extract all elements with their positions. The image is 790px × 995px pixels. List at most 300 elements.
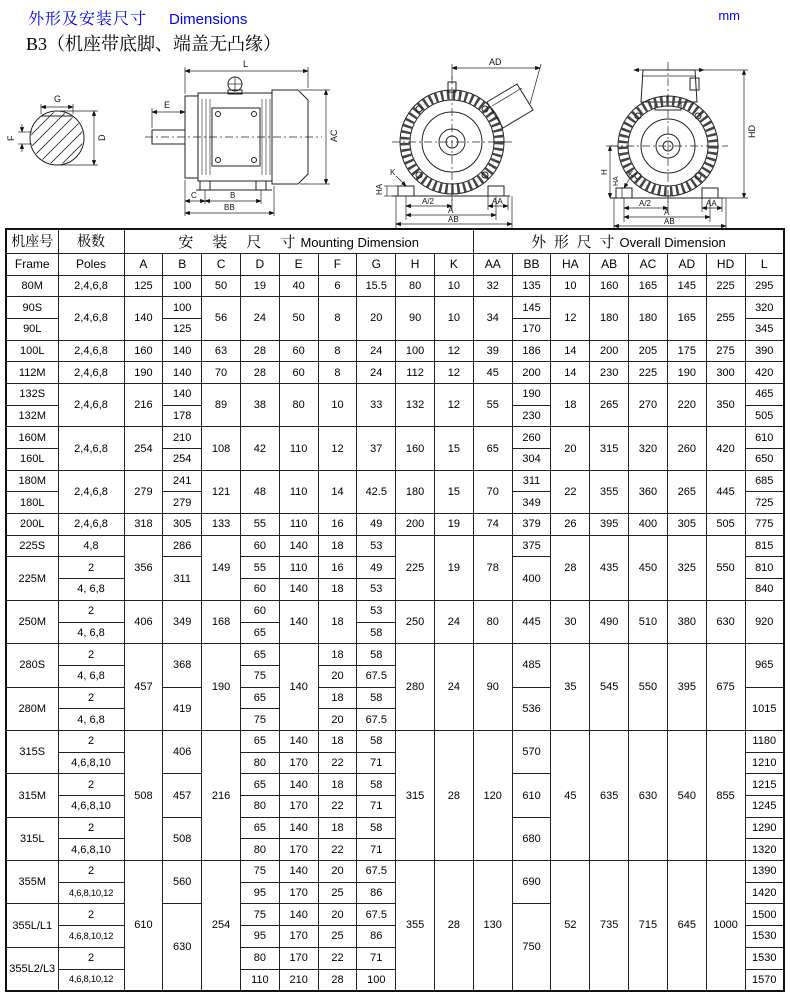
dim-cell: 25 <box>318 882 357 904</box>
dim-cell: 108 <box>202 427 241 470</box>
dim-cell: 4,8 <box>58 535 124 557</box>
dim-cell: 89 <box>202 383 241 426</box>
dim-cell: 205 <box>629 340 668 362</box>
dim-cell: 53 <box>357 535 396 557</box>
dim-cell: 170 <box>512 318 551 340</box>
dim-cell: 260 <box>512 427 551 449</box>
dim-cell: 130 <box>473 861 512 991</box>
dim-cell: 100 <box>163 275 202 297</box>
dim-cell: 60 <box>240 579 279 601</box>
dim-cell: 4,6,8,10,12 <box>58 882 124 904</box>
dim-cell: 14 <box>318 470 357 513</box>
column-header-g: G <box>357 253 396 275</box>
dim-cell: 80 <box>240 796 279 818</box>
dim-cell: 2 <box>58 557 124 579</box>
dim-cell: 690 <box>512 861 551 904</box>
dim-cell: 855 <box>706 730 745 860</box>
page-title-zh: 外形及安装尺寸 <box>28 11 148 28</box>
dimension-table <box>5 228 785 992</box>
dim-cell: 170 <box>279 926 318 948</box>
dim-label-BB: BB <box>224 203 235 212</box>
dim-cell: 505 <box>706 514 745 536</box>
dim-cell: 6 <box>318 275 357 297</box>
dim-cell: 180L <box>6 492 58 514</box>
dim-cell: 395 <box>667 644 706 731</box>
dim-cell: 320 <box>629 427 668 470</box>
dim-cell: 610 <box>512 774 551 817</box>
dim-cell: 210 <box>279 969 318 991</box>
dim-cell: 400 <box>512 557 551 600</box>
dim-cell: 132M <box>6 405 58 427</box>
dim-cell: 610 <box>745 427 784 449</box>
dim-cell: 490 <box>590 600 629 643</box>
dim-cell: 20 <box>318 904 357 926</box>
dim-cell: 58 <box>357 622 396 644</box>
dim-cell: 735 <box>590 861 629 991</box>
dim-cell: 2 <box>58 817 124 839</box>
dim-cell: 110 <box>279 470 318 513</box>
table-row <box>6 383 784 405</box>
dim-cell: 225 <box>629 362 668 384</box>
dim-cell: 645 <box>667 861 706 991</box>
dim-cell: 349 <box>512 492 551 514</box>
dim-cell: 32 <box>473 275 512 297</box>
dim-cell: 75 <box>240 904 279 926</box>
dim-label-K2: K <box>628 170 634 179</box>
page-subtitle: B3（机座带底脚、端盖无凸缘） <box>26 34 282 54</box>
dim-cell: 60 <box>240 535 279 557</box>
dim-cell: 22 <box>318 752 357 774</box>
dim-cell: 570 <box>512 730 551 773</box>
dim-cell: 67.5 <box>357 861 396 883</box>
dim-cell: 42.5 <box>357 470 396 513</box>
dim-cell: 24 <box>240 297 279 340</box>
dim-cell: 650 <box>745 449 784 471</box>
dim-cell: 356 <box>124 535 163 600</box>
dim-cell: 1180 <box>745 730 784 752</box>
dim-cell: 1500 <box>745 904 784 926</box>
dim-cell: 550 <box>706 535 745 600</box>
dim-cell: 485 <box>512 644 551 687</box>
dim-cell: 200 <box>512 362 551 384</box>
table-row <box>6 535 784 557</box>
dim-cell: 145 <box>667 275 706 297</box>
dim-cell: 1390 <box>745 861 784 883</box>
dim-cell: 186 <box>512 340 551 362</box>
dim-cell: 45 <box>473 362 512 384</box>
table-row <box>6 340 784 362</box>
dim-cell: 445 <box>512 600 551 643</box>
dim-cell: 230 <box>590 362 629 384</box>
dim-cell: 86 <box>357 926 396 948</box>
dim-cell: 295 <box>745 275 784 297</box>
header-mounting-en: Mounting Dimension <box>300 234 419 250</box>
header-poles-zh: 极数 <box>58 229 124 253</box>
dim-cell: 275 <box>706 340 745 362</box>
dim-cell: 22 <box>551 470 590 513</box>
column-header-ad: AD <box>667 253 706 275</box>
end-view-hd-drawing <box>606 62 748 228</box>
dim-cell: 280 <box>396 644 435 731</box>
dim-cell: 635 <box>590 730 629 860</box>
dim-cell: 28 <box>240 340 279 362</box>
column-header-poles: Poles <box>58 253 124 275</box>
dim-cell: 305 <box>667 514 706 536</box>
dim-cell: 457 <box>124 644 163 731</box>
dim-cell: 345 <box>745 318 784 340</box>
dim-cell: 630 <box>706 600 745 643</box>
dim-cell: 67.5 <box>357 709 396 731</box>
dim-cell: 22 <box>318 839 357 861</box>
dim-label-ABb: AB <box>664 217 675 226</box>
dim-cell: 349 <box>163 600 202 643</box>
dim-cell: 71 <box>357 752 396 774</box>
dim-cell: 160L <box>6 449 58 471</box>
dim-cell: 18 <box>318 579 357 601</box>
dim-cell: 160M <box>6 427 58 449</box>
dim-cell: 140 <box>279 904 318 926</box>
dim-cell: 65 <box>473 427 512 470</box>
page-title-en: Dimensions <box>169 11 248 28</box>
dim-cell: 360 <box>629 470 668 513</box>
dim-cell: 190 <box>124 362 163 384</box>
dim-label-HD: HD <box>747 125 757 138</box>
dim-cell: 225 <box>396 535 435 600</box>
dim-cell: 2 <box>58 644 124 666</box>
dim-cell: 4,6,8,10,12 <box>58 969 124 991</box>
dim-cell: 26 <box>551 514 590 536</box>
dim-label-B: B <box>230 191 236 200</box>
dim-cell: 18 <box>551 383 590 426</box>
dim-cell: 75 <box>240 861 279 883</box>
dim-cell: 200L <box>6 514 58 536</box>
dim-cell: 254 <box>202 861 241 991</box>
dim-cell: 241 <box>163 470 202 492</box>
dim-cell: 55 <box>473 383 512 426</box>
table-row <box>6 861 784 883</box>
dim-cell: 60 <box>279 340 318 362</box>
dim-cell: 80 <box>240 839 279 861</box>
dim-cell: 12 <box>435 340 474 362</box>
dim-cell: 465 <box>745 383 784 405</box>
dim-cell: 8 <box>318 297 357 340</box>
dim-label-AD: AD <box>489 57 502 67</box>
dim-cell: 18 <box>318 687 357 709</box>
dim-label-A2b: A/2 <box>639 199 652 208</box>
dim-cell: 4, 6,8 <box>58 579 124 601</box>
dim-cell: 265 <box>667 470 706 513</box>
dim-cell: 750 <box>512 904 551 991</box>
dim-cell: 265 <box>590 383 629 426</box>
dim-cell: 18 <box>318 774 357 796</box>
dim-cell: 180M <box>6 470 58 492</box>
dim-cell: 610 <box>124 861 163 991</box>
dim-cell: 20 <box>318 665 357 687</box>
dim-cell: 121 <box>202 470 241 513</box>
dim-cell: 65 <box>240 622 279 644</box>
dim-cell: 18 <box>318 644 357 666</box>
dim-cell: 80 <box>396 275 435 297</box>
dim-cell: 685 <box>745 470 784 492</box>
dim-cell: 170 <box>279 947 318 969</box>
table-row <box>6 730 784 752</box>
dim-cell: 18 <box>318 730 357 752</box>
dim-cell: 18 <box>318 600 357 643</box>
dim-cell: 419 <box>163 687 202 730</box>
dim-cell: 311 <box>163 557 202 600</box>
dim-cell: 149 <box>202 535 241 600</box>
dim-cell: 280S <box>6 644 58 687</box>
dim-cell: 140 <box>163 340 202 362</box>
dim-cell: 1000 <box>706 861 745 991</box>
table-row <box>6 470 784 492</box>
dim-cell: 395 <box>590 514 629 536</box>
dim-cell: 315 <box>396 730 435 860</box>
dim-cell: 2 <box>58 947 124 969</box>
column-header-l: L <box>745 253 784 275</box>
dim-cell: 325 <box>667 535 706 600</box>
column-header-c: C <box>202 253 241 275</box>
dim-cell: 58 <box>357 730 396 752</box>
shaft-section-drawing <box>0 104 114 180</box>
dim-cell: 2,4,6,8 <box>58 427 124 470</box>
dim-cell: 420 <box>706 427 745 470</box>
dim-cell: 78 <box>473 535 512 600</box>
dim-label-C: C <box>191 191 197 200</box>
dim-cell: 815 <box>745 535 784 557</box>
dim-cell: 355L/L1 <box>6 904 58 947</box>
dim-cell: 380 <box>667 600 706 643</box>
dim-cell: 4,6,8,10 <box>58 796 124 818</box>
dim-cell: 355L2/L3 <box>6 947 58 990</box>
dim-cell: 540 <box>667 730 706 860</box>
dim-cell: 110 <box>279 514 318 536</box>
dim-cell: 55 <box>240 514 279 536</box>
dim-cell: 10 <box>318 383 357 426</box>
dim-cell: 15.5 <box>357 275 396 297</box>
column-header-frame: Frame <box>6 253 58 275</box>
dim-cell: 14 <box>551 362 590 384</box>
dim-cell: 24 <box>435 644 474 731</box>
dim-cell: 510 <box>629 600 668 643</box>
dim-cell: 178 <box>163 405 202 427</box>
dim-cell: 379 <box>512 514 551 536</box>
dim-cell: 168 <box>202 600 241 643</box>
dim-cell: 420 <box>745 362 784 384</box>
unit-label: mm <box>718 8 740 23</box>
dim-cell: 255 <box>706 297 745 340</box>
dim-cell: 315S <box>6 730 58 773</box>
dim-cell: 100 <box>357 969 396 991</box>
dim-cell: 2 <box>58 904 124 926</box>
dim-cell: 86 <box>357 882 396 904</box>
dim-cell: 112 <box>396 362 435 384</box>
column-header-hd: HD <box>706 253 745 275</box>
dim-cell: 12 <box>318 427 357 470</box>
dim-cell: 19 <box>435 535 474 600</box>
dim-cell: 12 <box>435 383 474 426</box>
header-overall-group <box>473 229 784 253</box>
dim-cell: 225 <box>706 275 745 297</box>
dim-cell: 216 <box>124 383 163 426</box>
dim-cell: 140 <box>279 600 318 643</box>
dim-cell: 190 <box>512 383 551 405</box>
dim-label-A2: A/2 <box>422 197 435 206</box>
dim-cell: 10 <box>435 297 474 340</box>
dim-cell: 445 <box>706 470 745 513</box>
dim-cell: 14 <box>551 340 590 362</box>
dim-cell: 40 <box>279 275 318 297</box>
dim-cell: 65 <box>240 774 279 796</box>
dim-cell: 375 <box>512 535 551 557</box>
dim-cell: 71 <box>357 839 396 861</box>
dim-cell: 135 <box>512 275 551 297</box>
dim-cell: 16 <box>318 514 357 536</box>
dim-cell: 450 <box>629 535 668 600</box>
dim-cell: 110 <box>279 427 318 470</box>
dim-cell: 1245 <box>745 796 784 818</box>
dim-cell: 25 <box>318 926 357 948</box>
column-header-h: H <box>396 253 435 275</box>
dim-cell: 279 <box>124 470 163 513</box>
dim-cell: 95 <box>240 882 279 904</box>
dim-cell: 45 <box>551 730 590 860</box>
dim-cell: 110 <box>240 969 279 991</box>
dim-cell: 190 <box>202 644 241 731</box>
dim-cell: 140 <box>279 644 318 731</box>
dim-cell: 65 <box>240 644 279 666</box>
dim-cell: 355M <box>6 861 58 904</box>
column-header-a: A <box>124 253 163 275</box>
dim-cell: 50 <box>279 297 318 340</box>
column-header-f: F <box>318 253 357 275</box>
dim-cell: 132 <box>396 383 435 426</box>
dim-cell: 165 <box>667 297 706 340</box>
column-header-ac: AC <box>629 253 668 275</box>
dim-cell: 180 <box>629 297 668 340</box>
dim-cell: 71 <box>357 796 396 818</box>
dim-cell: 34 <box>473 297 512 340</box>
dim-cell: 49 <box>357 557 396 579</box>
dim-cell: 24 <box>357 362 396 384</box>
dim-cell: 210 <box>163 427 202 449</box>
dim-cell: 16 <box>318 557 357 579</box>
dim-label-AC: AC <box>329 129 339 142</box>
dim-cell: 505 <box>745 405 784 427</box>
technical-drawings <box>0 54 790 228</box>
dim-cell: 220 <box>667 383 706 426</box>
dim-cell: 140 <box>279 730 318 752</box>
dim-cell: 24 <box>435 600 474 643</box>
dim-cell: 53 <box>357 579 396 601</box>
dim-cell: 125 <box>163 318 202 340</box>
dim-cell: 2,4,6,8 <box>58 340 124 362</box>
dim-cell: 12 <box>551 297 590 340</box>
dim-cell: 10 <box>435 275 474 297</box>
end-view-ad-drawing <box>384 64 541 228</box>
dim-cell: 225S <box>6 535 58 557</box>
dim-cell: 2 <box>58 730 124 752</box>
dim-cell: 80 <box>473 600 512 643</box>
dim-cell: 60 <box>240 600 279 622</box>
dimension-table-wrap <box>5 228 785 992</box>
dim-cell: 1210 <box>745 752 784 774</box>
dim-cell: 30 <box>551 600 590 643</box>
dim-cell: 70 <box>202 362 241 384</box>
column-header-k: K <box>435 253 474 275</box>
dim-cell: 260 <box>667 427 706 470</box>
dim-cell: 810 <box>745 557 784 579</box>
dim-cell: 53 <box>357 600 396 622</box>
header-overall-en: Overall Dimension <box>619 234 726 250</box>
dim-cell: 2,4,6,8 <box>58 470 124 513</box>
header-overall-zh: 外 形 尺 寸 <box>531 234 617 251</box>
dim-label-AAb: AA <box>706 199 717 208</box>
dim-cell: 775 <box>745 514 784 536</box>
dim-cell: 90L <box>6 318 58 340</box>
dim-cell: 100L <box>6 340 58 362</box>
dim-cell: 8 <box>318 362 357 384</box>
dim-cell: 52 <box>551 861 590 991</box>
dim-cell: 110 <box>279 557 318 579</box>
dim-cell: 20 <box>318 861 357 883</box>
dim-cell: 1015 <box>745 687 784 730</box>
dim-cell: 170 <box>279 882 318 904</box>
dim-label-HA2: HA <box>613 176 620 186</box>
dim-cell: 49 <box>357 514 396 536</box>
dim-cell: 280M <box>6 687 58 730</box>
dim-cell: 305 <box>163 514 202 536</box>
dim-cell: 140 <box>279 817 318 839</box>
dim-cell: 175 <box>667 340 706 362</box>
dim-cell: 320 <box>745 297 784 319</box>
dim-cell: 19 <box>240 275 279 297</box>
dim-cell: 2,4,6,8 <box>58 275 124 297</box>
dim-cell: 457 <box>163 774 202 817</box>
table-row <box>6 600 784 622</box>
dim-cell: 4,6,8,10,12 <box>58 926 124 948</box>
dim-cell: 80 <box>279 383 318 426</box>
dim-cell: 140 <box>163 362 202 384</box>
dim-cell: 90 <box>396 297 435 340</box>
dim-cell: 286 <box>163 535 202 557</box>
dim-cell: 920 <box>745 600 784 643</box>
dim-cell: 28 <box>318 969 357 991</box>
dim-cell: 315 <box>590 427 629 470</box>
dim-cell: 140 <box>279 535 318 557</box>
dim-cell: 28 <box>240 362 279 384</box>
column-header-b: B <box>163 253 202 275</box>
dim-cell: 95 <box>240 926 279 948</box>
dim-label-G: G <box>54 94 62 104</box>
dim-cell: 190 <box>667 362 706 384</box>
dim-cell: 74 <box>473 514 512 536</box>
dim-cell: 1530 <box>745 926 784 948</box>
dim-cell: 65 <box>240 817 279 839</box>
dim-cell: 508 <box>124 730 163 860</box>
dim-cell: 545 <box>590 644 629 731</box>
dim-cell: 15 <box>435 470 474 513</box>
table-row <box>6 297 784 319</box>
dim-cell: 680 <box>512 817 551 860</box>
dim-cell: 4,6,8,10 <box>58 839 124 861</box>
dim-cell: 170 <box>279 796 318 818</box>
dim-cell: 28 <box>435 730 474 860</box>
dim-cell: 140 <box>163 383 202 405</box>
column-header-e: E <box>279 253 318 275</box>
dim-cell: 536 <box>512 687 551 730</box>
dim-label-A: A <box>448 206 454 215</box>
